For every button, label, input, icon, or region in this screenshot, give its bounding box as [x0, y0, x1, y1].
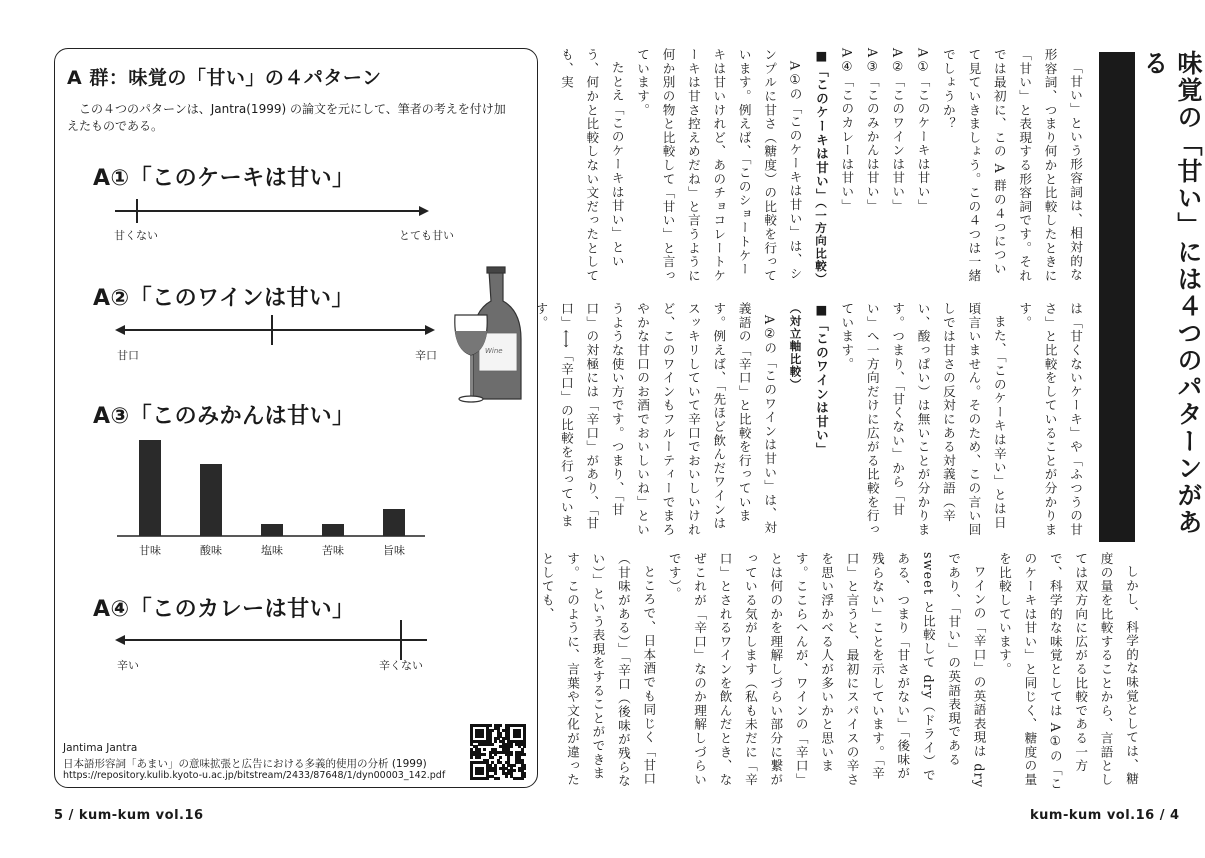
qr-module — [523, 753, 526, 756]
list-item: A③「このみかんは甘い」 — [864, 48, 880, 213]
bar-label-0: 甘味 — [139, 544, 161, 557]
a2-left-label: 甘口 — [117, 349, 139, 362]
figure-card — [54, 48, 538, 788]
a2-right-label: 辛口 — [415, 349, 437, 362]
paragraph: 「甘い」という形容詞は、相対的な形容詞、つまり何かと比較したときに「甘い」と表現する形容詞です。それでは最初に、この A 群の４つについて見ていきましょう。この４つは一緒でしょうか？ — [940, 48, 1083, 283]
qr-module — [518, 735, 521, 738]
pattern-a1-title: A①「このケーキは甘い」 — [93, 166, 355, 191]
paragraph: また、「このケーキは辛い」とは日頃言いません。そのため、この言い回しでは甘さの反対にある対義語（辛い、酸っぱい）は無いことが分かります。つまり、「甘くない」から「甘い」へ一方向だけに広がる比較を行っています。 — [839, 302, 1007, 537]
subheading-wine-note: （対立軸比較） — [788, 302, 803, 391]
pattern-a3-title: A③「このみかんは甘い」 — [93, 404, 355, 429]
bar-label-2: 塩味 — [261, 544, 283, 557]
qr-module — [470, 756, 473, 759]
pattern-a4-axis — [117, 620, 427, 660]
pattern-a1-axis — [115, 199, 427, 223]
bar-label-1: 酸味 — [200, 544, 222, 557]
heading-marker — [1099, 52, 1135, 542]
paragraph: A①の「このケーキは甘い」は、シンプルに甘さ（糖度）の比較を行っています。例えば、「このショートケーキは甘いけれど、あのチョコレートケーキは甘さ控えめだね」と言うように何か別の物と比較して「甘い」と言っています。 — [635, 48, 803, 283]
qr-module — [497, 777, 500, 780]
card-intro: この４つのパターンは、Jantra(1999) の論文を元にして、筆者の考えを付け加えたものである。 — [67, 102, 506, 133]
citation-author: Jantima Jantra — [63, 742, 138, 754]
qr-module — [513, 764, 516, 767]
qr-module — [491, 756, 494, 759]
qr-module — [494, 740, 497, 743]
subheading-wine — [782, 302, 834, 537]
list-item: A②「このワインは甘い」 — [890, 48, 906, 213]
subheading-wine-text: ■「このワインは甘い」 — [813, 302, 829, 457]
pattern-a4-title: A④「このカレーは甘い」 — [93, 597, 355, 622]
pattern-a2-axis — [117, 315, 433, 345]
qr-module — [523, 775, 526, 778]
qr-module — [523, 767, 526, 770]
qr-module — [481, 772, 484, 775]
qr-module — [478, 756, 481, 759]
qr-module — [513, 769, 516, 772]
axes-svg — [55, 49, 539, 789]
paragraph: しかし、科学的な味覚としては、糖度の量を比較することから、言語としては双方向に広がる比較である一方で、科学的な味覚としては A①の「このケーキは甘い」と同じく、糖度の量を比較しています。 — [996, 552, 1139, 791]
left-folio: 5 / kum-kum vol.16 — [54, 808, 204, 823]
qr-module — [483, 748, 486, 751]
right-folio: kum-kum vol.16 / 4 — [1030, 808, 1180, 823]
qr-module — [499, 756, 502, 759]
a1-left-label: 甘くない — [114, 229, 158, 242]
qr-module — [491, 729, 494, 732]
paragraph: ところで、日本酒でも同じく「甘口（甘味がある）」「辛口（後味が残らない）」という表現をすることができます。このように、言葉や文化が違ったとしても、 — [539, 552, 657, 788]
qr-module — [491, 743, 494, 746]
subheading-cake — [808, 48, 834, 288]
qr-module — [481, 735, 484, 738]
wine-illustration — [455, 267, 521, 402]
wine-label-text: Wine — [485, 347, 503, 355]
qr-module — [486, 777, 489, 780]
paragraph: ワインの「辛口」の英語表現は dry であり、「甘い」の英語表現である sweet と比較して dry（ドライ）である、つまり「甘さがない」「後味が残らない」ことを示しています。「辛口」と言うと、最初にスパイスの辛さを思い浮かべる人が多いかと思います。ここらへんが、ワインの「辛口」とは何のかを理解しづらい部分に繋がっている気がします（私も未だに「辛口」とされるワインを飲んだとき、なぜこれが「辛口」なのか理解しづらいです）。 — [666, 552, 987, 788]
bar-4 — [383, 509, 405, 536]
a4-left-label: 辛い — [117, 659, 139, 672]
qr-module — [494, 753, 497, 756]
text-column-1 — [558, 48, 1088, 288]
a4-right-label: 辛くない — [379, 659, 423, 672]
page-heading: 味覚の「甘い」には４つのパターンがある — [1140, 50, 1203, 536]
qr-module — [494, 772, 497, 775]
bar-3 — [322, 524, 344, 536]
subheading-cake-note: （一方向比較） — [813, 202, 828, 286]
qr-module — [510, 745, 513, 748]
card-title: A 群：味覚の「甘い」の４パターン — [67, 67, 382, 89]
citation-title: 日本語形容詞「あまい」の意味拡張と広告における多義的使用の分析 (1999) — [63, 758, 427, 770]
qr-code[interactable] — [470, 724, 526, 780]
text-column-3 — [539, 552, 1144, 792]
qr-module — [483, 753, 486, 756]
qr-module — [489, 724, 492, 727]
bar-label-3: 苦味 — [322, 544, 344, 557]
bar-1 — [200, 464, 222, 536]
pattern-a2-title: A②「このワインは甘い」 — [93, 286, 354, 311]
qr-module — [510, 753, 513, 756]
citation-url[interactable]: https://repository.kulib.kyoto-u.ac.jp/bitstream/2433/87648/1/dyn00003_142.pdf — [63, 770, 446, 781]
qr-module — [499, 724, 502, 727]
paragraph: は「甘くないケーキ」や「ふつうの甘さ」と比較をしていることが分かります。 — [1017, 302, 1083, 537]
bar-label-4: 旨味 — [383, 544, 405, 557]
bar-2 — [261, 524, 283, 536]
qr-module — [505, 775, 508, 778]
text-column-2 — [533, 302, 1088, 537]
subheading-cake-text: ■「このケーキは甘い」 — [813, 48, 829, 203]
paragraph: たとえ「このケーキは甘い」という、何かと比較しない文だったとしても、実 — [558, 48, 625, 283]
list-item: A①「このケーキは甘い」 — [915, 48, 931, 213]
list-item: A④「このカレーは甘い」 — [839, 48, 855, 213]
paragraph: A②の「このワインは甘い」は、対義語の「辛口」と比較を行っています。例えば、「先ほど飲んだワインはスッキリしていて辛口でおいしいけれど、このワインもフルーティーでまろやかな甘口のお酒でおいしいね」というような使い方です。つまり、「甘口」の対極には「辛口」があり、「甘口」⟷「辛口」の比較を行っています。 — [533, 302, 778, 537]
a1-right-label: とても甘い — [399, 229, 454, 242]
qr-module — [523, 745, 526, 748]
bar-0 — [139, 440, 161, 536]
qr-module — [521, 777, 524, 780]
